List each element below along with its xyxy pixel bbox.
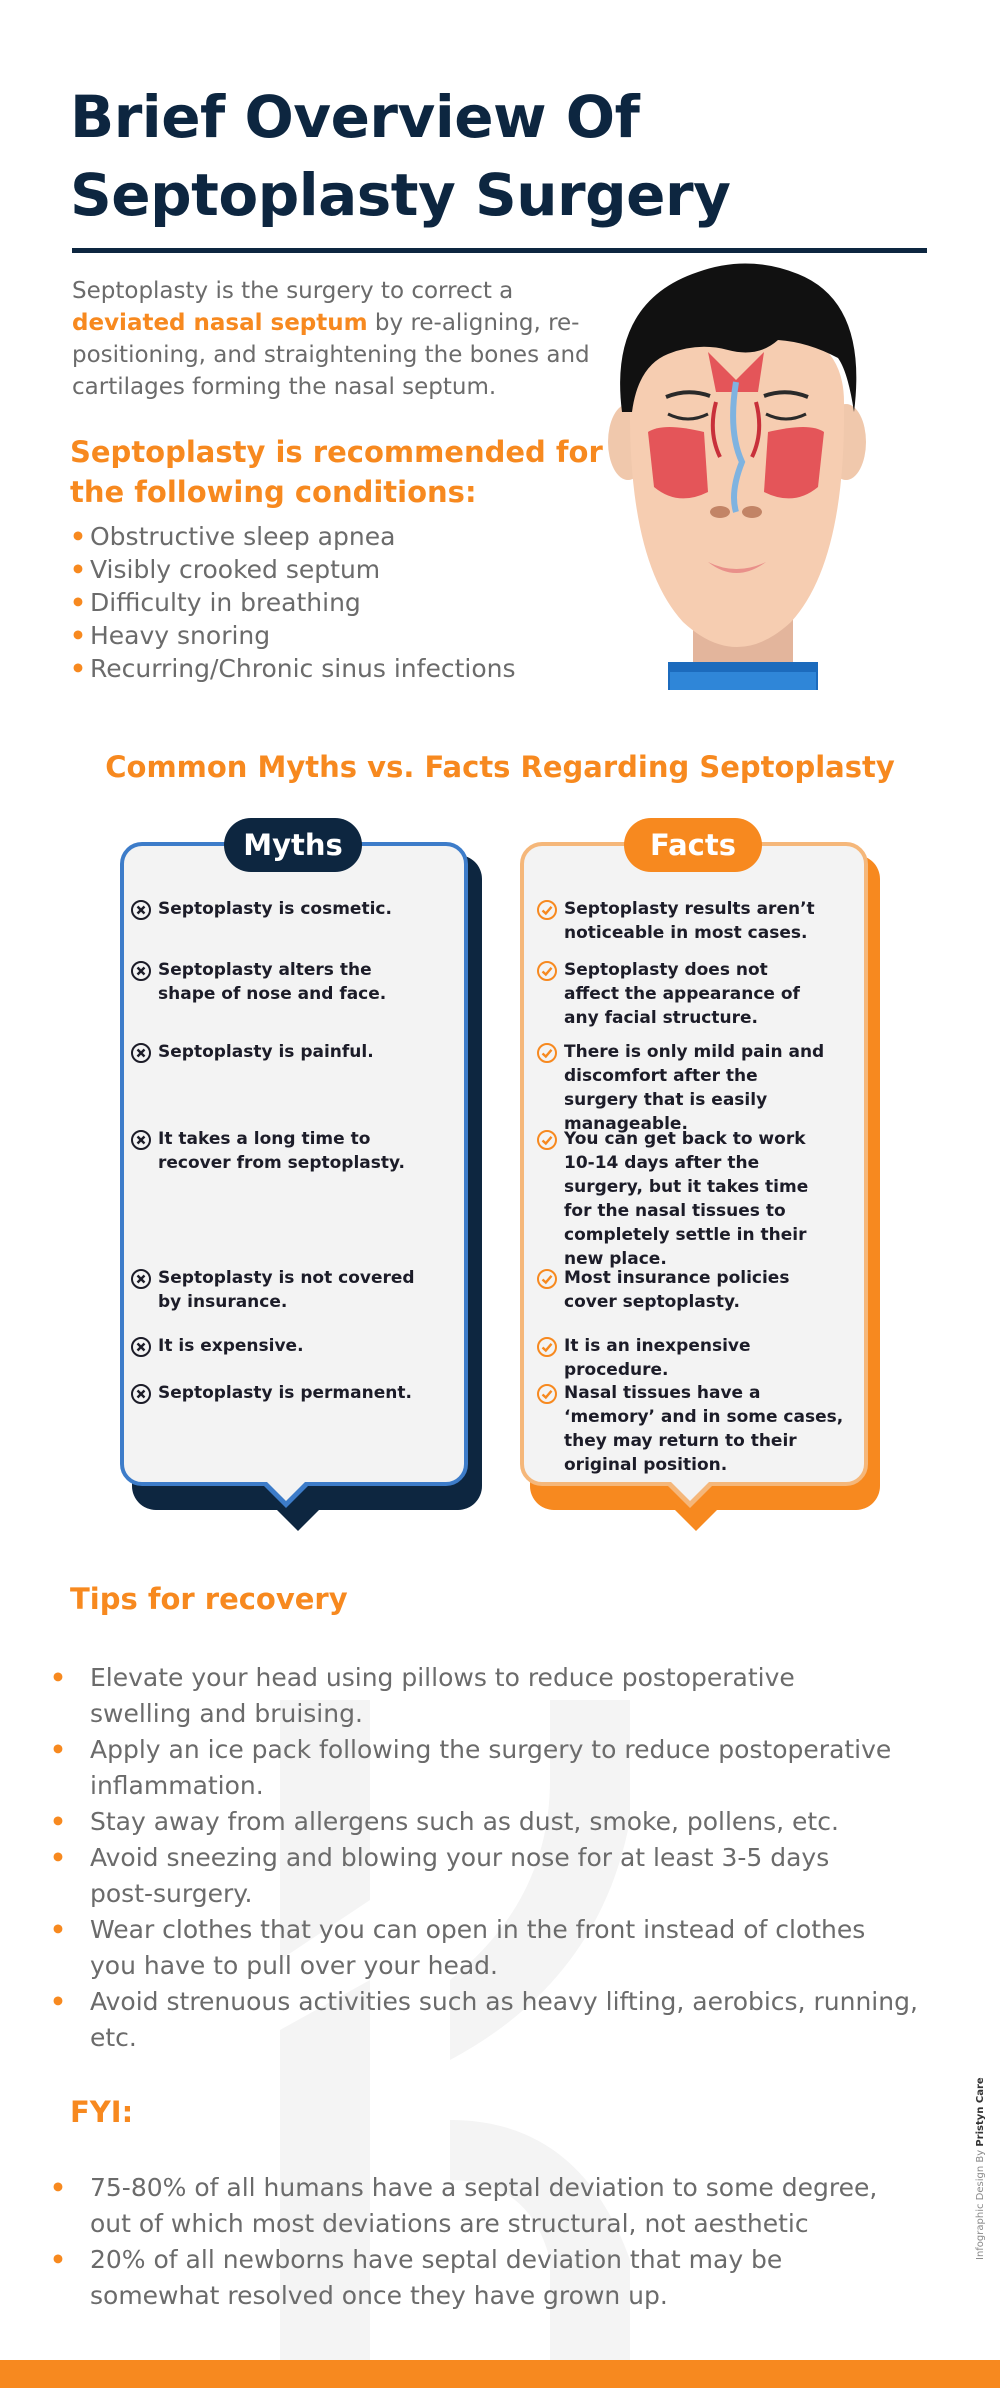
tip-item: • Stay away from allergens such as dust, smoke, pollens, etc.: [70, 1804, 950, 1840]
check-circle-icon: [536, 1042, 558, 1064]
tip-item: • Elevate your head using pillows to reduce postoperative swelling and bruising.: [70, 1660, 870, 1732]
x-circle-icon: [130, 1129, 152, 1151]
myth-item: It takes a long time to recover from septoplasty.: [130, 1127, 440, 1175]
myth-item: Septoplasty is not covered by insurance.: [130, 1266, 440, 1314]
myth-item: Septoplasty alters the shape of nose and face.: [130, 958, 430, 1006]
fact-item: There is only mild pain and discomfort after the surgery that is easily manageable.: [536, 1040, 826, 1136]
bullet-icon: •: [50, 1843, 66, 1872]
title-line-1: Brief Overview Of: [70, 83, 640, 151]
brand-name: Pristyn Care: [975, 2077, 986, 2147]
conditions-list: [70, 520, 630, 685]
fact-item: Septoplasty does not affect the appearance of any facial structure.: [536, 958, 826, 1030]
intro-text-before: Septoplasty is the surgery to correct a: [72, 278, 514, 304]
facts-card-tail-fill: [671, 1482, 709, 1501]
tips-heading: Tips for recovery: [70, 1582, 348, 1616]
x-circle-icon: [130, 1042, 152, 1064]
tip-item: • Avoid sneezing and blowing your nose for at least 3-5 days post-surgery.: [70, 1840, 830, 1912]
myth-item: Septoplasty is permanent.: [130, 1381, 460, 1405]
condition-item: • Heavy snoring: [70, 621, 271, 650]
bullet-icon: •: [50, 2245, 66, 2274]
intro-paragraph: [72, 275, 612, 403]
footer-bar: [0, 2360, 1000, 2388]
tip-item: • Avoid strenuous activities such as heavy lifting, aerobics, running, etc.: [70, 1984, 950, 2056]
check-circle-icon: [536, 1336, 558, 1358]
fyi-list: [50, 2170, 950, 2314]
face-sinus-illustration: [608, 262, 866, 694]
myth-item: It is expensive.: [130, 1334, 460, 1358]
bullet-icon: •: [70, 621, 86, 650]
check-circle-icon: [536, 1383, 558, 1405]
title-divider: [72, 248, 927, 253]
design-credit: Infographic Design By Pristyn Care: [975, 2077, 986, 2260]
fact-item: Nasal tissues have a ‘memory’ and in some cases, they may return to their original position.: [536, 1381, 856, 1477]
bullet-icon: •: [70, 522, 86, 551]
myth-item: Septoplasty is cosmetic.: [130, 897, 460, 921]
bullet-icon: •: [50, 1807, 66, 1836]
tip-item: • Wear clothes that you can open in the front instead of clothes you have to pull over your head.: [70, 1912, 910, 1984]
bullet-icon: •: [70, 588, 86, 617]
check-circle-icon: [536, 899, 558, 921]
title-line-2: Septoplasty Surgery: [70, 161, 731, 229]
fact-item: You can get back to work 10-14 days after the surgery, but it takes time for the nasal tissues to completely settle in their new place.: [536, 1127, 836, 1271]
facts-card-shadow-tail: [670, 1505, 722, 1531]
fact-item: It is an inexpensive procedure.: [536, 1334, 856, 1382]
page-title: [70, 78, 770, 234]
myths-card-shadow-tail: [272, 1505, 324, 1531]
bullet-icon: •: [50, 1915, 66, 1944]
x-circle-icon: [130, 1336, 152, 1358]
fact-item: Most insurance policies cover septoplasty.: [536, 1266, 836, 1314]
condition-item: • Recurring/Chronic sinus infections: [70, 654, 516, 683]
bullet-icon: •: [50, 1987, 66, 2016]
tip-item: • Apply an ice pack following the surgery to reduce postoperative inflammation.: [70, 1732, 950, 1804]
x-circle-icon: [130, 1383, 152, 1405]
conditions-heading: Septoplasty is recommended for the following conditions:: [70, 435, 603, 509]
intro-highlight: deviated nasal septum: [72, 310, 368, 336]
myths-facts-heading: Common Myths vs. Facts Regarding Septoplasty: [105, 750, 895, 784]
bullet-icon: •: [50, 1663, 66, 1692]
fyi-item: • 75-80% of all humans have a septal deviation to some degree, out of which most deviations are structural, not aesthetic: [70, 2170, 910, 2242]
bullet-icon: •: [70, 555, 86, 584]
facts-label: Facts: [624, 818, 762, 872]
condition-item: • Obstructive sleep apnea: [70, 522, 396, 551]
fyi-item: • 20% of all newborns have septal deviation that may be somewhat resolved once they have grown up.: [70, 2242, 830, 2314]
check-circle-icon: [536, 960, 558, 982]
x-circle-icon: [130, 960, 152, 982]
check-circle-icon: [536, 1129, 558, 1151]
myth-item: Septoplasty is painful.: [130, 1040, 460, 1064]
bullet-icon: •: [50, 2173, 66, 2202]
condition-item: • Difficulty in breathing: [70, 588, 361, 617]
bullet-icon: •: [70, 654, 86, 683]
myths-label: Myths: [224, 818, 362, 872]
x-circle-icon: [130, 1268, 152, 1290]
myths-card-tail-fill: [267, 1482, 305, 1501]
bullet-icon: •: [50, 1735, 66, 1764]
x-circle-icon: [130, 899, 152, 921]
tips-list: [50, 1660, 950, 2056]
intro-text-after: by re-aligning, re-positioning, and straightening the bones and cartilages forming the nasal septum.: [72, 310, 590, 400]
condition-item: • Visibly crooked septum: [70, 555, 381, 584]
fyi-heading: FYI:: [70, 2095, 134, 2129]
fact-item: Septoplasty results aren’t noticeable in most cases.: [536, 897, 826, 945]
check-circle-icon: [536, 1268, 558, 1290]
